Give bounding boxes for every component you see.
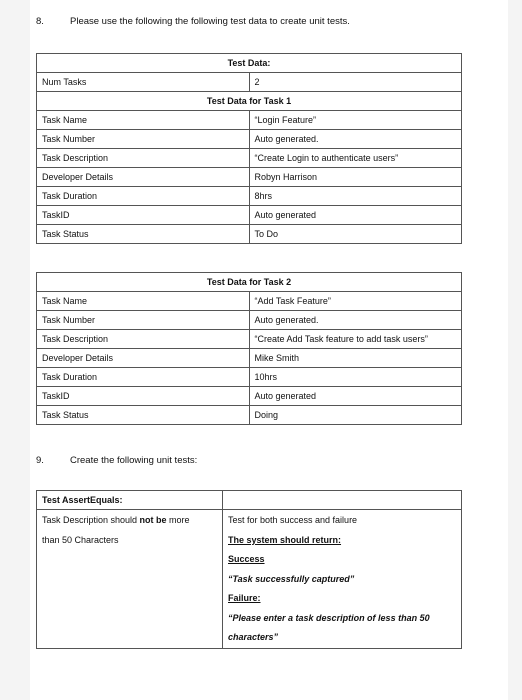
table-row: [37, 406, 462, 425]
row-label: Task Description: [37, 330, 250, 349]
num-tasks-label: Num Tasks: [37, 73, 250, 92]
table-row: [37, 187, 462, 206]
row-value: “Create Add Task feature to add task users”: [249, 330, 462, 349]
expected-line-2: The system should return:: [228, 534, 342, 545]
table-row: [37, 225, 462, 244]
row-value: Auto generated: [249, 387, 462, 406]
row-value: Doing: [249, 406, 462, 425]
table-row: [37, 292, 462, 311]
desc-emphasis: not be: [139, 515, 167, 525]
row-value: “Login Feature”: [249, 111, 462, 130]
question-number: 9.: [36, 455, 44, 466]
row-label: Task Duration: [37, 368, 250, 387]
table-row: [37, 206, 462, 225]
table-row: [37, 168, 462, 187]
row-value: Robyn Harrison: [249, 168, 462, 187]
expected-line-1: Test for both success and failure: [228, 515, 358, 525]
unit-test-header-cell: [37, 491, 223, 510]
row-value: Auto generated: [249, 206, 462, 225]
row-label: TaskID: [37, 387, 250, 406]
question-text: Create the following unit tests:: [70, 455, 198, 466]
row-value: Auto generated.: [249, 130, 462, 149]
question-text: Please use the following the following test data to create unit tests.: [70, 16, 350, 27]
row-label: Task Status: [37, 225, 250, 244]
row-value: Mike Smith: [249, 349, 462, 368]
row-value: To Do: [249, 225, 462, 244]
question-number: 8.: [36, 16, 44, 27]
desc-text: Task Description should: [42, 515, 140, 525]
test-description-line-1: [42, 511, 217, 531]
table-row: [37, 111, 462, 130]
row-value: “Add Task Feature”: [249, 292, 462, 311]
table-row: [37, 330, 462, 349]
table-row: [37, 387, 462, 406]
row-label: Task Name: [37, 292, 250, 311]
task-1-header: Test Data for Task 1: [37, 92, 462, 111]
unit-test-table: [36, 490, 462, 649]
success-message: “Task successfully captured”: [228, 573, 355, 584]
test-description-cell: [37, 510, 223, 649]
num-tasks-value: 2: [249, 73, 462, 92]
row-value: 10hrs: [249, 368, 462, 387]
failure-label: Failure:: [228, 593, 261, 603]
row-label: Task Duration: [37, 187, 250, 206]
table-row: [37, 368, 462, 387]
row-value: “Create Login to authenticate users”: [249, 149, 462, 168]
table-row: [37, 130, 462, 149]
expected-result-cell: [223, 510, 462, 649]
row-value: Auto generated.: [249, 311, 462, 330]
row-label: TaskID: [37, 206, 250, 225]
row-label: Developer Details: [37, 168, 250, 187]
test-data-table-2: [36, 272, 462, 425]
table-header: Test Data:: [37, 54, 462, 73]
success-label: Success: [228, 554, 265, 564]
test-data-table-1: [36, 53, 462, 244]
row-label: Task Description: [37, 149, 250, 168]
table-row: [37, 311, 462, 330]
empty-header-cell: [223, 491, 462, 510]
table-row: [37, 349, 462, 368]
desc-text-end: more: [166, 515, 190, 525]
row-label: Task Number: [37, 311, 250, 330]
test-description-line-2: than 50 Characters: [42, 534, 119, 545]
row-label: Task Name: [37, 111, 250, 130]
table-row: [37, 149, 462, 168]
unit-test-header: Test AssertEquals:: [42, 495, 123, 505]
row-label: Developer Details: [37, 349, 250, 368]
row-label: Task Number: [37, 130, 250, 149]
failure-message-line-1: “Please enter a task description of less than 50: [228, 612, 430, 623]
row-label: Task Status: [37, 406, 250, 425]
row-value: 8hrs: [249, 187, 462, 206]
failure-message-line-2: characters”: [228, 632, 279, 642]
task-2-header: Test Data for Task 2: [37, 273, 462, 292]
